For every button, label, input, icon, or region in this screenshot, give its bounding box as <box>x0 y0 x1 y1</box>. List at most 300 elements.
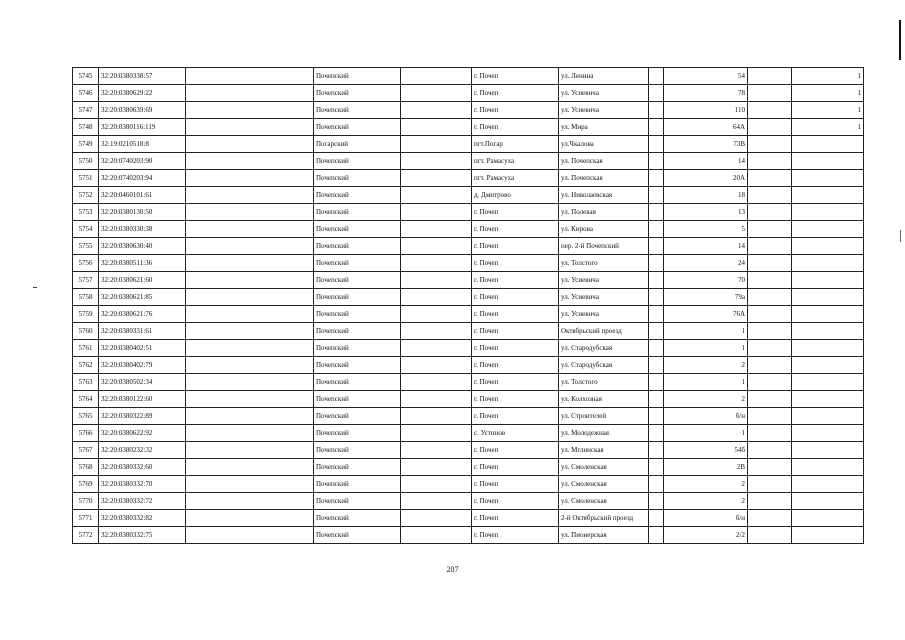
count-value <box>792 459 864 476</box>
cadastral-number: 32:20:0380621:76 <box>99 306 186 323</box>
locality: г. Почеп <box>472 221 559 238</box>
district: Почепский <box>314 272 401 289</box>
street: ул. Усиевича <box>559 306 649 323</box>
empty-cell <box>186 510 314 527</box>
district: Почепский <box>314 527 401 544</box>
empty-cell <box>748 289 792 306</box>
district: Почепский <box>314 238 401 255</box>
record-number: 5753 <box>73 204 99 221</box>
empty-cell <box>649 255 664 272</box>
empty-cell <box>401 459 472 476</box>
empty-cell <box>748 442 792 459</box>
locality: г. Почеп <box>472 289 559 306</box>
empty-cell <box>748 323 792 340</box>
table-row <box>73 442 864 459</box>
empty-cell <box>186 68 314 85</box>
empty-cell <box>186 221 314 238</box>
house-number: 70 <box>664 272 748 289</box>
scan-edge-mark <box>899 20 901 60</box>
count-value <box>792 408 864 425</box>
empty-cell <box>748 102 792 119</box>
empty-cell <box>649 85 664 102</box>
record-number: 5750 <box>73 153 99 170</box>
district: Почепский <box>314 391 401 408</box>
register-sheet <box>72 67 863 544</box>
empty-cell <box>748 68 792 85</box>
district: Почепский <box>314 119 401 136</box>
house-number: 2 <box>664 391 748 408</box>
empty-cell <box>401 527 472 544</box>
page-number: 207 <box>446 565 459 574</box>
district: Почепский <box>314 425 401 442</box>
count-value <box>792 136 864 153</box>
locality: г. Почеп <box>472 408 559 425</box>
empty-cell <box>186 357 314 374</box>
empty-cell <box>186 238 314 255</box>
cadastral-number: 32:20:0380629:22 <box>99 85 186 102</box>
table-row <box>73 119 864 136</box>
empty-cell <box>748 204 792 221</box>
empty-cell <box>649 289 664 306</box>
cadastral-number: 32:20:0380622:92 <box>99 425 186 442</box>
empty-cell <box>401 408 472 425</box>
house-number: 24 <box>664 255 748 272</box>
cadastral-number: 32:20:0460101:61 <box>99 187 186 204</box>
locality: г. Почеп <box>472 255 559 272</box>
cadastral-number: 32:19:0210518:8 <box>99 136 186 153</box>
cadastral-number: 32:20:0380502:34 <box>99 374 186 391</box>
count-value <box>792 527 864 544</box>
empty-cell <box>401 391 472 408</box>
count-value <box>792 357 864 374</box>
record-number: 5756 <box>73 255 99 272</box>
empty-cell <box>748 510 792 527</box>
empty-cell <box>649 170 664 187</box>
empty-cell <box>748 357 792 374</box>
house-number: 76А <box>664 306 748 323</box>
cadastral-number: 32:20:0380402:79 <box>99 357 186 374</box>
empty-cell <box>186 391 314 408</box>
record-number: 5772 <box>73 527 99 544</box>
district: Почепский <box>314 493 401 510</box>
empty-cell <box>649 238 664 255</box>
house-number: 2 <box>664 357 748 374</box>
empty-cell <box>748 476 792 493</box>
empty-cell <box>649 272 664 289</box>
house-number: 110 <box>664 102 748 119</box>
empty-cell <box>401 68 472 85</box>
count-value <box>792 272 864 289</box>
locality: г. Почеп <box>472 374 559 391</box>
table-row <box>73 391 864 408</box>
table-row <box>73 204 864 221</box>
cadastral-number: 32:20:0380332:60 <box>99 459 186 476</box>
empty-cell <box>649 68 664 85</box>
count-value <box>792 425 864 442</box>
empty-cell <box>401 204 472 221</box>
cadastral-number: 32:20:0380621:60 <box>99 272 186 289</box>
street: ул. Мира <box>559 119 649 136</box>
house-number: 1 <box>664 374 748 391</box>
empty-cell <box>748 221 792 238</box>
table-row <box>73 85 864 102</box>
street: ул. Николаевская <box>559 187 649 204</box>
empty-cell <box>748 153 792 170</box>
cadastral-number: 32:20:0380621:85 <box>99 289 186 306</box>
locality: пгт. Рамасуха <box>472 170 559 187</box>
table-row <box>73 153 864 170</box>
empty-cell <box>649 153 664 170</box>
district: Почепский <box>314 323 401 340</box>
count-value <box>792 153 864 170</box>
empty-cell <box>649 204 664 221</box>
locality: г. Почеп <box>472 238 559 255</box>
empty-cell <box>186 442 314 459</box>
record-number: 5752 <box>73 187 99 204</box>
count-value: 1 <box>792 85 864 102</box>
house-number: 13 <box>664 204 748 221</box>
empty-cell <box>186 306 314 323</box>
record-number: 5768 <box>73 459 99 476</box>
empty-cell <box>186 476 314 493</box>
empty-cell <box>401 153 472 170</box>
district: Почепский <box>314 374 401 391</box>
street: ул. Толстого <box>559 255 649 272</box>
street: ул.Чкалова <box>559 136 649 153</box>
cadastral-number: 32:20:0380232:32 <box>99 442 186 459</box>
table-row <box>73 187 864 204</box>
district: Почепский <box>314 68 401 85</box>
empty-cell <box>186 255 314 272</box>
empty-cell <box>748 272 792 289</box>
empty-cell <box>649 340 664 357</box>
locality: г. Почеп <box>472 391 559 408</box>
empty-cell <box>401 510 472 527</box>
empty-cell <box>186 289 314 306</box>
count-value <box>792 374 864 391</box>
district: Почепский <box>314 153 401 170</box>
district: Почепский <box>314 170 401 187</box>
locality: г. Почеп <box>472 102 559 119</box>
table-row <box>73 476 864 493</box>
cadastral-number: 32:20:0380322:89 <box>99 408 186 425</box>
table-row <box>73 272 864 289</box>
empty-cell <box>649 357 664 374</box>
empty-cell <box>401 221 472 238</box>
record-number: 5755 <box>73 238 99 255</box>
cadastral-number: 32:20:0380332:70 <box>99 476 186 493</box>
empty-cell <box>186 323 314 340</box>
empty-cell <box>649 408 664 425</box>
cadastral-number: 32:20:0380122:60 <box>99 391 186 408</box>
cadastral-number: 32:20:0380639:69 <box>99 102 186 119</box>
cadastral-number: 32:20:0380332:75 <box>99 527 186 544</box>
empty-cell <box>649 391 664 408</box>
empty-cell <box>748 391 792 408</box>
empty-cell <box>401 493 472 510</box>
street: ул. Смоленская <box>559 459 649 476</box>
empty-cell <box>649 136 664 153</box>
count-value <box>792 493 864 510</box>
locality: г. Почеп <box>472 510 559 527</box>
cadastral-number: 32:20:0380402:51 <box>99 340 186 357</box>
table-row <box>73 238 864 255</box>
count-value <box>792 510 864 527</box>
house-number: 78 <box>664 85 748 102</box>
record-number: 5762 <box>73 357 99 374</box>
street: ул. Полевая <box>559 204 649 221</box>
empty-cell <box>186 136 314 153</box>
register-table <box>72 67 864 544</box>
empty-cell <box>401 476 472 493</box>
table-row <box>73 136 864 153</box>
empty-cell <box>649 510 664 527</box>
table-row <box>73 221 864 238</box>
empty-cell <box>401 374 472 391</box>
district: Почепский <box>314 102 401 119</box>
empty-cell <box>186 170 314 187</box>
record-number: 5745 <box>73 68 99 85</box>
locality: г. Почеп <box>472 85 559 102</box>
count-value: 1 <box>792 119 864 136</box>
street: ул. Толстого <box>559 374 649 391</box>
record-number: 5765 <box>73 408 99 425</box>
locality: г. Почеп <box>472 493 559 510</box>
empty-cell <box>186 119 314 136</box>
empty-cell <box>748 170 792 187</box>
empty-cell <box>649 374 664 391</box>
house-number: 54 <box>664 68 748 85</box>
record-number: 5760 <box>73 323 99 340</box>
count-value <box>792 255 864 272</box>
house-number: 2/2 <box>664 527 748 544</box>
count-value <box>792 323 864 340</box>
record-number: 5764 <box>73 391 99 408</box>
table-row <box>73 170 864 187</box>
house-number: 18 <box>664 187 748 204</box>
empty-cell <box>401 272 472 289</box>
count-value <box>792 187 864 204</box>
record-number: 5757 <box>73 272 99 289</box>
street: Октябрьский проезд <box>559 323 649 340</box>
district: Почепский <box>314 187 401 204</box>
empty-cell <box>748 425 792 442</box>
empty-cell <box>186 272 314 289</box>
street: ул. Молодежная <box>559 425 649 442</box>
record-number: 5769 <box>73 476 99 493</box>
empty-cell <box>186 102 314 119</box>
table-row <box>73 255 864 272</box>
register-rows <box>73 68 864 544</box>
empty-cell <box>748 459 792 476</box>
district: Почепский <box>314 510 401 527</box>
table-row <box>73 340 864 357</box>
empty-cell <box>401 425 472 442</box>
cadastral-number: 32:20:0380331:61 <box>99 323 186 340</box>
locality: г. Почеп <box>472 323 559 340</box>
empty-cell <box>748 119 792 136</box>
empty-cell <box>649 476 664 493</box>
street: ул. Почепская <box>559 153 649 170</box>
district: Почепский <box>314 306 401 323</box>
record-number: 5749 <box>73 136 99 153</box>
house-number: 20А <box>664 170 748 187</box>
empty-cell <box>401 323 472 340</box>
empty-cell <box>401 357 472 374</box>
street: пер. 2-й Почепский <box>559 238 649 255</box>
district: Почепский <box>314 255 401 272</box>
district: Почепский <box>314 340 401 357</box>
table-row <box>73 527 864 544</box>
count-value <box>792 340 864 357</box>
cadastral-number: 32:20:0380630:40 <box>99 238 186 255</box>
locality: г. Почеп <box>472 442 559 459</box>
house-number: 1 <box>664 340 748 357</box>
empty-cell <box>649 221 664 238</box>
house-number: 73В <box>664 136 748 153</box>
count-value <box>792 204 864 221</box>
count-value: 1 <box>792 102 864 119</box>
house-number: 64А <box>664 119 748 136</box>
locality: д. Дмитрово <box>472 187 559 204</box>
table-row <box>73 323 864 340</box>
empty-cell <box>748 306 792 323</box>
empty-cell <box>748 238 792 255</box>
locality: г. Почеп <box>472 306 559 323</box>
empty-cell <box>748 187 792 204</box>
locality: пгт. Рамасуха <box>472 153 559 170</box>
empty-cell <box>401 306 472 323</box>
empty-cell <box>186 374 314 391</box>
empty-cell <box>748 493 792 510</box>
house-number: 2 <box>664 476 748 493</box>
cadastral-number: 32:20:0380130:50 <box>99 204 186 221</box>
locality: г. Почеп <box>472 68 559 85</box>
table-row <box>73 289 864 306</box>
record-number: 5751 <box>73 170 99 187</box>
empty-cell <box>401 255 472 272</box>
table-row <box>73 306 864 323</box>
record-number: 5747 <box>73 102 99 119</box>
record-number: 5771 <box>73 510 99 527</box>
table-row <box>73 102 864 119</box>
record-number: 5746 <box>73 85 99 102</box>
cadastral-number: 32:20:0380332:72 <box>99 493 186 510</box>
district: Почепский <box>314 204 401 221</box>
record-number: 5767 <box>73 442 99 459</box>
empty-cell <box>649 459 664 476</box>
street: ул. Строителей <box>559 408 649 425</box>
record-number: 5766 <box>73 425 99 442</box>
table-row <box>73 408 864 425</box>
empty-cell <box>748 527 792 544</box>
empty-cell <box>649 425 664 442</box>
record-number: 5758 <box>73 289 99 306</box>
count-value <box>792 442 864 459</box>
street: ул. Усиевича <box>559 102 649 119</box>
street: 2-й Октябрьский проезд <box>559 510 649 527</box>
empty-cell <box>748 340 792 357</box>
district: Погарский <box>314 136 401 153</box>
record-number: 5748 <box>73 119 99 136</box>
empty-cell <box>186 425 314 442</box>
locality: пгт.Погар <box>472 136 559 153</box>
empty-cell <box>649 102 664 119</box>
empty-cell <box>186 340 314 357</box>
district: Почепский <box>314 408 401 425</box>
empty-cell <box>649 493 664 510</box>
empty-cell <box>748 136 792 153</box>
house-number: 54б <box>664 442 748 459</box>
district: Почепский <box>314 289 401 306</box>
scan-edge-tick <box>900 230 901 242</box>
district: Почепский <box>314 442 401 459</box>
empty-cell <box>186 408 314 425</box>
locality: г. Почеп <box>472 459 559 476</box>
street: ул. Усиевича <box>559 289 649 306</box>
count-value <box>792 238 864 255</box>
empty-cell <box>401 102 472 119</box>
locality: г. Почеп <box>472 527 559 544</box>
table-row <box>73 425 864 442</box>
house-number: 1 <box>664 323 748 340</box>
empty-cell <box>186 153 314 170</box>
street: ул. Смоленская <box>559 493 649 510</box>
locality: г. Почеп <box>472 340 559 357</box>
house-number: 2В <box>664 459 748 476</box>
count-value <box>792 306 864 323</box>
table-row <box>73 68 864 85</box>
locality: г. Почеп <box>472 357 559 374</box>
district: Почепский <box>314 459 401 476</box>
scan-margin-tick <box>33 287 37 288</box>
locality: с. Устинов <box>472 425 559 442</box>
empty-cell <box>401 85 472 102</box>
house-number: 5 <box>664 221 748 238</box>
locality: г. Почеп <box>472 476 559 493</box>
street: ул. Усиевича <box>559 85 649 102</box>
table-row <box>73 374 864 391</box>
record-number: 5759 <box>73 306 99 323</box>
empty-cell <box>649 187 664 204</box>
count-value: 1 <box>792 68 864 85</box>
empty-cell <box>748 374 792 391</box>
table-row <box>73 510 864 527</box>
cadastral-number: 32:20:0380116:119 <box>99 119 186 136</box>
table-row <box>73 459 864 476</box>
cadastral-number: 32:20:0380511:36 <box>99 255 186 272</box>
cadastral-number: 32:20:0740203:90 <box>99 153 186 170</box>
empty-cell <box>649 306 664 323</box>
street: ул. Почепская <box>559 170 649 187</box>
empty-cell <box>649 323 664 340</box>
street: ул. Смоленская <box>559 476 649 493</box>
street: ул. Мглинская <box>559 442 649 459</box>
empty-cell <box>649 442 664 459</box>
street: ул. Стародубская <box>559 357 649 374</box>
record-number: 5754 <box>73 221 99 238</box>
street: ул. Колхозная <box>559 391 649 408</box>
district: Почепский <box>314 221 401 238</box>
locality: г. Почеп <box>472 119 559 136</box>
cadastral-number: 32:20:0380338:57 <box>99 68 186 85</box>
empty-cell <box>748 408 792 425</box>
cadastral-number: 32:20:0740203:94 <box>99 170 186 187</box>
district: Почепский <box>314 357 401 374</box>
table-row <box>73 357 864 374</box>
house-number: б/н <box>664 408 748 425</box>
street: ул. Усиевича <box>559 272 649 289</box>
